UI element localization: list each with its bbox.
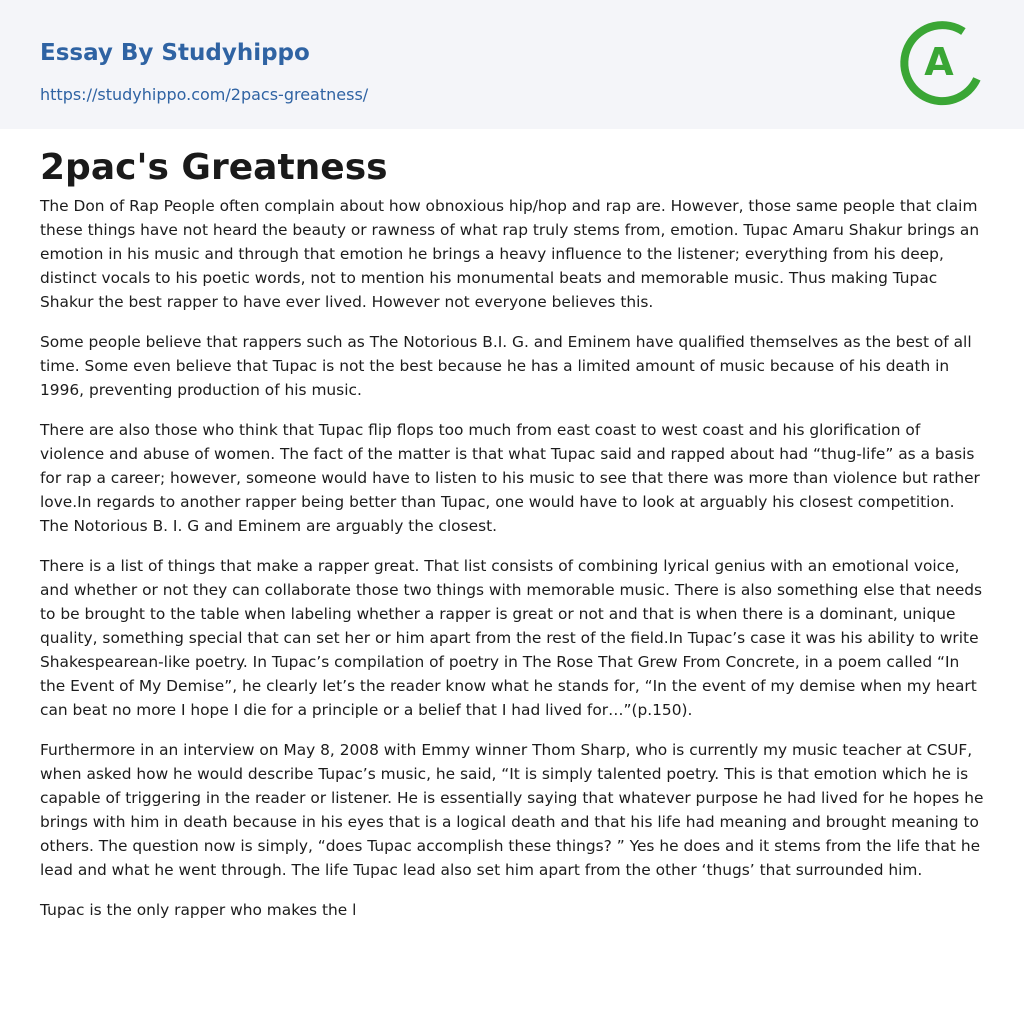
essay-paragraph: The Don of Rap People often complain about how obnoxious hip/hop and rap are. However, those same people that claim these things have not heard the beauty or rawness of what rap truly stems from, emotion. Tupac Amaru Shakur brings an emotion in his music and through that emotion he brings a heavy influence to the listener; everything from his deep, distinct vocals to his poetic words, not to mention his monumental beats and memorable music. Thus making Tupac Shakur the best rapper to have ever lived. However not everyone believes this.: [40, 197, 980, 311]
essay-url-link[interactable]: https://studyhippo.com/2pacs-greatness/: [40, 85, 369, 104]
studyhippo-logo-icon[interactable]: [898, 18, 988, 108]
essay-paragraph: Some people believe that rappers such as The Notorious B.I. G. and Eminem have qualified themselves as the best of all time. Some even believe that Tupac is not the best because he has a limited amount of music because of his death in 1996, preventing production of his music.: [40, 333, 972, 399]
essay-paragraph: Furthermore in an interview on May 8, 2008 with Emmy winner Thom Sharp, who is currently my music teacher at CSUF, when asked how he would describe Tupac’s music, he said, “It is simply talented poetry. This is that emotion which he is capable of triggering in the reader or listener. He is essentially saying that whatever purpose he had lived for he hopes he brings with him in death because in his eyes that is a logical death and that his life had meaning and brought meaning to others. The question now is simply, “does Tupac accomplish these things? ” Yes he does and it stems from the life that he lead and what he went through. The life Tupac lead also set him apart from the other ‘thugs’ that surrounded him.: [40, 741, 984, 879]
essay-paragraph: Tupac is the only rapper who makes the l: [40, 901, 357, 919]
logo-letter: A: [924, 40, 954, 84]
essay-body: [40, 194, 988, 938]
essay-title: 2pac's Greatness: [40, 147, 388, 188]
essay-paragraph: There are also those who think that Tupac flip flops too much from east coast to west coast and his glorification of violence and abuse of women. The fact of the matter is that what Tupac said and rapped about had “thug-life” as a basis for rap a career; however, someone would have to listen to his music to see that there was more than violence but rather love.In regards to another rapper being better than Tupac, one would have to look at arguably his closest competition. The Notorious B. I. G and Eminem are arguably the closest.: [40, 421, 980, 535]
essay-paragraph: There is a list of things that make a rapper great. That list consists of combining lyrical genius with an emotional voice, and whether or not they can collaborate those two things with memorable music. There is also something else that needs to be brought to the table when labeling whether a rapper is great or not and that is when there is a dominant, unique quality, something special that can set her or him apart from the rest of the field.In Tupac’s case it was his ability to write Shakespearean-like poetry. In Tupac’s compilation of poetry in The Rose That Grew From Concrete, in a poem called “In the Event of My Demise”, he clearly let’s the reader know what he stands for, “In the event of my demise when my heart can beat no more I hope I die for a principle or a belief that I had lived for…”(p.150).: [40, 557, 983, 719]
site-brand-title[interactable]: Essay By Studyhippo: [40, 40, 310, 66]
site-header: [0, 0, 1024, 129]
